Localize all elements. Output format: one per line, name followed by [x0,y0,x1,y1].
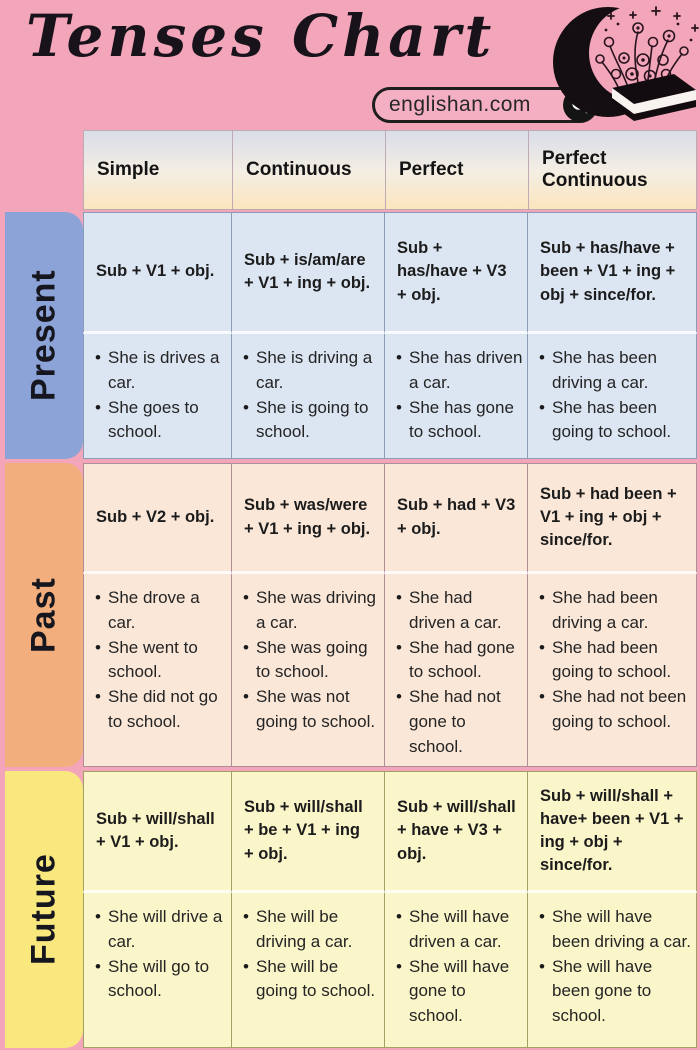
formula-text: Sub + V1 + obj. [96,262,215,281]
column-header-simple: Simple [97,159,160,181]
formula-cell [231,213,384,334]
page-title: Tenses Chart [26,2,496,70]
formula-cell [384,772,527,893]
example-item: • She had not gone to school. [395,685,523,759]
example-item: • She is going to school. [242,396,380,446]
examples-cell [83,893,231,1047]
column-header-continuous: Continuous [232,131,385,209]
examples-cell [83,334,231,458]
formula-cell [527,464,697,574]
example-item: • She will have been gone to school. [538,955,692,1029]
formula-cell [527,213,697,334]
future-label: Future [5,771,83,1048]
example-item: • She will be going to school. [242,955,380,1005]
example-item: • She goes to school. [94,396,227,446]
formula-cell [83,464,231,574]
example-item: • She went to school. [94,636,227,686]
example-item: • She will be driving a car. [242,905,380,955]
examples-cell [83,574,231,766]
example-item: • She has been driving a car. [538,346,692,396]
example-item: • She will drive a car. [94,905,227,955]
examples-cell [384,893,527,1047]
example-item: • She will go to school. [94,955,227,1005]
past-section [5,463,697,767]
tenses-table [5,130,697,1048]
example-item: • She is driving a car. [242,346,380,396]
present-label: Present [5,212,83,459]
examples-cell [231,574,384,766]
column-header-perfect-continuous: Perfect Continuous [528,131,698,209]
formula-cell [83,772,231,893]
formula-cell [384,464,527,574]
example-item: • She has driven a car. [395,346,523,396]
example-item: • She had driven a car. [395,586,523,636]
formula-cell [384,213,527,334]
example-item: • She did not go to school. [94,685,227,735]
formula-text: Sub + had + V3 + obj. [397,496,516,538]
example-item: • She had not been going to school. [538,685,692,735]
formula-text: Sub + was/were + V1 + ing + obj. [244,496,371,538]
formula-text: Sub + had been + V1 + ing + obj + since/for. [540,484,677,550]
example-item: • She was going to school. [242,636,380,686]
examples-cell [384,334,527,458]
formula-text: Sub + will/shall + have + V3 + obj. [397,798,516,863]
example-item: • She had gone to school. [395,636,523,686]
past-label: Past [5,463,83,767]
example-item: • She will have driven a car. [395,905,523,955]
formula-cell [527,772,697,893]
example-item: • She drove a car. [94,586,227,636]
examples-cell [527,893,697,1047]
column-header-perfect: Perfect [385,131,528,209]
examples-cell [231,893,384,1047]
example-item: • She will have been driving a car. [538,905,692,955]
crescent-moon-flowers-book-icon [548,2,700,133]
example-item: • She had been driving a car. [538,586,692,636]
example-item: • She had been going to school. [538,636,692,686]
formula-cell [231,464,384,574]
example-item: • She was not going to school. [242,685,380,735]
formula-text: Sub + will/shall + have+ been + V1 + ing + obj + since/for. [540,786,684,875]
example-item: • She was driving a car. [242,586,380,636]
examples-cell [527,574,697,766]
formula-text: Sub + is/am/are + V1 + ing + obj. [244,250,371,292]
examples-cell [384,574,527,766]
formula-text: Sub + has/have + V3 + obj. [397,239,507,304]
formula-cell [231,772,384,893]
site-url-text: englishan.com [389,93,531,116]
examples-cell [231,334,384,458]
formula-text: Sub + V2 + obj. [96,507,215,526]
example-item: • She has gone to school. [395,396,523,446]
example-item: • She will have gone to school. [395,955,523,1029]
formula-text: Sub + will/shall + V1 + obj. [96,809,215,851]
formula-text: Sub + will/shall + be + V1 + ing + obj. [244,798,363,863]
formula-cell [83,213,231,334]
future-section [5,771,697,1048]
example-item: • She has been going to school. [538,396,692,446]
present-section [5,212,697,459]
examples-cell [527,334,697,458]
column-header-row [83,130,697,210]
formula-text: Sub + has/have + been + V1 + ing + obj + since/for. [540,239,676,304]
page-header [0,0,700,130]
example-item: • She is drives a car. [94,346,227,396]
